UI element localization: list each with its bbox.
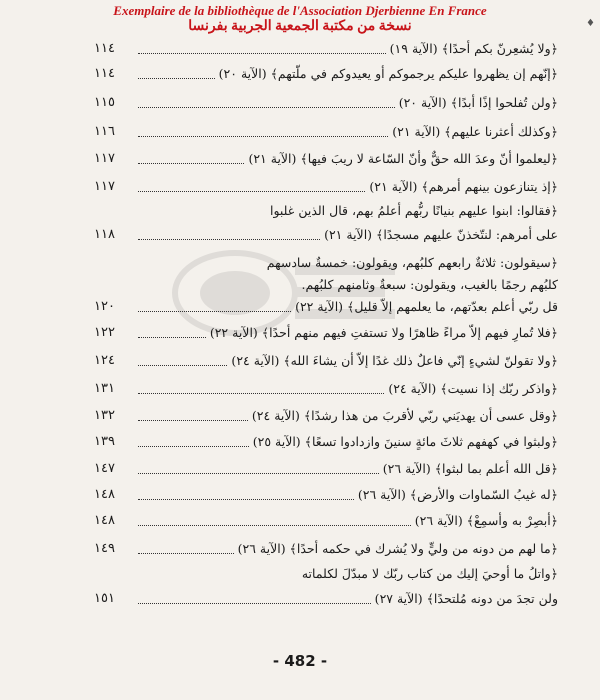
entry-text: قل ربّي أعلم بعدّتهم، ما يعلمهم إلاّ قليل﴾ (الآية ٢٢) (295, 299, 558, 314)
leader-dots (138, 163, 244, 164)
entry-text: ﴿له غيبُ السّماوات والأرض﴾ (الآية ٢٦) (357, 487, 558, 502)
margin-mark: ♦ (586, 18, 595, 29)
leader-dots (138, 191, 365, 192)
entry-page: ١٤٩ (94, 541, 115, 556)
leader-dots (138, 420, 248, 421)
index-entry (94, 588, 558, 610)
entry-page: ١٢٠ (94, 299, 115, 314)
leader-dots (138, 365, 227, 366)
index-entry (94, 63, 558, 85)
index-entry (94, 148, 558, 170)
entry-page: ١١٤ (94, 41, 115, 56)
leader-dots (138, 136, 388, 137)
leader-dots (138, 78, 215, 79)
index-entry (94, 121, 558, 143)
leader-dots (138, 473, 379, 474)
leader-dots (138, 553, 234, 554)
entry-page: ١٣٢ (94, 408, 115, 423)
entry-text: ولن تجدَ من دونه مُلتحدًا﴾ (الآية ٢٧) (374, 591, 558, 606)
index-entry (94, 431, 558, 453)
entry-text: على أمرهم: لنتّخذنّ عليهم مسجدًا﴾ (الآية ٢١) (324, 227, 558, 242)
entry-text: ﴿أبصِرْ به وأسمِعْ﴾ (الآية ٢٦) (414, 513, 558, 528)
library-stamp-arabic: نسخة من مكتبة الجمعية الجربية بفرنسا (188, 19, 412, 34)
leader-dots (138, 107, 395, 108)
entry-page: ١١٥ (94, 95, 115, 110)
entry-text-line: ﴿فقالوا: ابنوا عليهم بنيانًا ربُّهم أعلمُ بهم، قال الذين غلبوا (269, 203, 558, 218)
entry-page: ١٤٧ (94, 461, 115, 476)
entry-text: ﴿قل الله أعلم بما لبثوا﴾ (الآية ٢٦) (382, 461, 558, 476)
entry-page: ١٤٨ (94, 513, 115, 528)
entry-page: ١٥١ (94, 591, 115, 606)
entry-text: ﴿وقل عسى أن يهديَني ربّي لأقربَ من هذا رشدًا﴾ (الآية ٢٤) (251, 408, 558, 423)
index-entry (94, 538, 558, 560)
entry-text: ﴿إنّهم إن يظهروا عليكم يرجموكم أو يعيدوكم في ملّتهم﴾ (الآية ٢٠) (218, 66, 558, 81)
entry-text: ﴿إذ يتنازعون بينهم أمرهم﴾ (الآية ٢١) (369, 179, 558, 194)
leader-dots (138, 525, 411, 526)
index-entry (94, 458, 558, 480)
leader-dots (138, 603, 371, 604)
page-number: - 482 - (272, 652, 328, 670)
entry-page: ١٣١ (94, 381, 115, 396)
index-entry (94, 510, 558, 532)
index-entry (94, 322, 558, 344)
entry-text: ﴿واذكر ربّك إذا نسيت﴾ (الآية ٢٤) (388, 381, 558, 396)
index-entry (94, 378, 558, 400)
leader-dots (138, 239, 320, 240)
index-entry (94, 405, 558, 427)
entry-page: ١٤٨ (94, 487, 115, 502)
entry-text: ﴿ليعلموا أنّ وعدَ الله حقٌّ وأنّ السّاعة لا ريبَ فيها﴾ (الآية ٢١) (248, 151, 558, 166)
entry-page: ١١٧ (94, 151, 115, 166)
index-entry (94, 176, 558, 198)
entry-page: ١١٧ (94, 179, 115, 194)
leader-dots (138, 53, 386, 54)
index-entry (94, 38, 558, 60)
entry-text: ﴿ولبثوا في كهفهم ثلاثَ مائةٍ سنينَ وازدادوا تسعًا﴾ (الآية ٢٥) (252, 434, 558, 449)
index-entry (94, 484, 558, 506)
entry-text: ﴿ما لهم من دونه من وليٍّ ولا يُشرك في حكمه أحدًا﴾ (الآية ٢٦) (237, 541, 558, 556)
entry-page: ١٢٢ (94, 325, 115, 340)
index-entry (94, 92, 558, 114)
library-stamp-latin: Exemplaire de la bibliothèque de l'Association Djerbienne En France (113, 3, 487, 18)
entry-text: ﴿وكذلك أعثرنا عليهم﴾ (الآية ٢١) (392, 124, 558, 139)
leader-dots (138, 311, 291, 312)
index-entry (94, 224, 558, 246)
entry-page: ١١٦ (94, 124, 115, 139)
entry-text-line: كلبُهم رجمًا بالغيب، ويقولون: سبعةٌ وثامنهم كلبُهم. (301, 277, 558, 292)
entry-text: ﴿فلا تُمارِ فيهم إلاّ مراءً ظاهرًا ولا تستفتِ فيهم منهم أحدًا﴾ (الآية ٢٢) (209, 325, 558, 340)
index-entry (94, 296, 558, 318)
leader-dots (138, 393, 384, 394)
entry-page: ١١٤ (94, 66, 115, 81)
entry-text: ﴿ولا تقولنّ لشيءٍ إنّي فاعلٌ ذلك غدًا إلاّ أن يشاءَ الله﴾ (الآية ٢٤) (231, 353, 558, 368)
entry-text-line: ﴿واتلُ ما أوحيَ إليك من كتاب ربّك لا مبدّلَ لكلماته (301, 566, 558, 581)
entry-text-line: ﴿سيقولون: ثلاثةٌ رابعهم كلبُهم، ويقولون: خمسةٌ سادسهم (266, 255, 558, 270)
leader-dots (138, 446, 249, 447)
index-entry (94, 350, 558, 372)
entry-page: ١٢٤ (94, 353, 115, 368)
leader-dots (138, 337, 206, 338)
entry-page: ١١٨ (94, 227, 115, 242)
entry-text: ﴿ولن تُفلحوا إذًا أبدًا﴾ (الآية ٢٠) (398, 95, 558, 110)
entry-page: ١٣٩ (94, 434, 115, 449)
entry-text: ﴿ولا يُشعِرنّ بكم أحدًا﴾ (الآية ١٩) (389, 41, 558, 56)
leader-dots (138, 499, 354, 500)
